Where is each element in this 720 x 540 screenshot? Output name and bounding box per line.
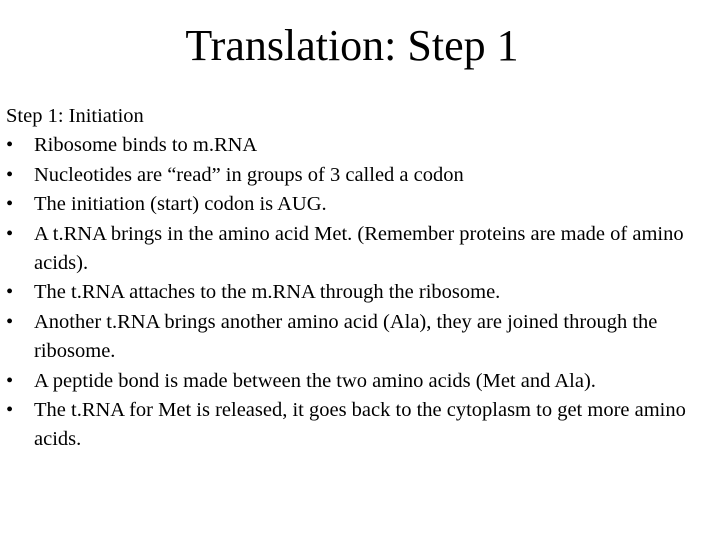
bullet-icon: •: [6, 163, 14, 186]
bullet-text: Another t.RNA brings another amino acid (Ala), they are joined through the ribosome.: [34, 310, 658, 363]
slide-body: [6, 102, 718, 455]
bullet-list: [6, 131, 718, 454]
bullet-item: [6, 161, 718, 190]
section-heading: Step 1: Initiation: [6, 105, 144, 127]
bullet-icon: •: [6, 399, 14, 422]
bullet-item: [6, 220, 718, 279]
bullet-text: The t.RNA attaches to the m.RNA through the ribosome.: [34, 281, 501, 304]
bullet-item: [6, 278, 718, 307]
bullet-text: The t.RNA for Met is released, it goes back to the cytoplasm to get more amino acids.: [34, 399, 686, 451]
bullet-item: [6, 131, 718, 160]
bullet-item: [6, 396, 718, 455]
slide-title: Translation: Step 1: [185, 21, 519, 70]
bullet-item: [6, 190, 718, 219]
bullet-item: [6, 308, 718, 367]
bullet-text: Ribosome binds to m.RNA: [34, 134, 258, 157]
bullet-icon: •: [6, 281, 14, 304]
bullet-text: Nucleotides are “read” in groups of 3 called a codon: [34, 163, 464, 186]
bullet-text: The initiation (start) codon is AUG.: [34, 193, 327, 216]
bullet-item: [6, 367, 718, 396]
bullet-icon: •: [6, 369, 14, 392]
bullet-icon: •: [6, 222, 14, 245]
bullet-text: A t.RNA brings in the amino acid Met. (Remember proteins are made of amino acids).: [34, 222, 684, 275]
bullet-icon: •: [6, 193, 14, 216]
bullet-icon: •: [6, 134, 14, 157]
bullet-icon: •: [6, 310, 14, 333]
bullet-text: A peptide bond is made between the two amino acids (Met and Ala).: [34, 369, 596, 392]
